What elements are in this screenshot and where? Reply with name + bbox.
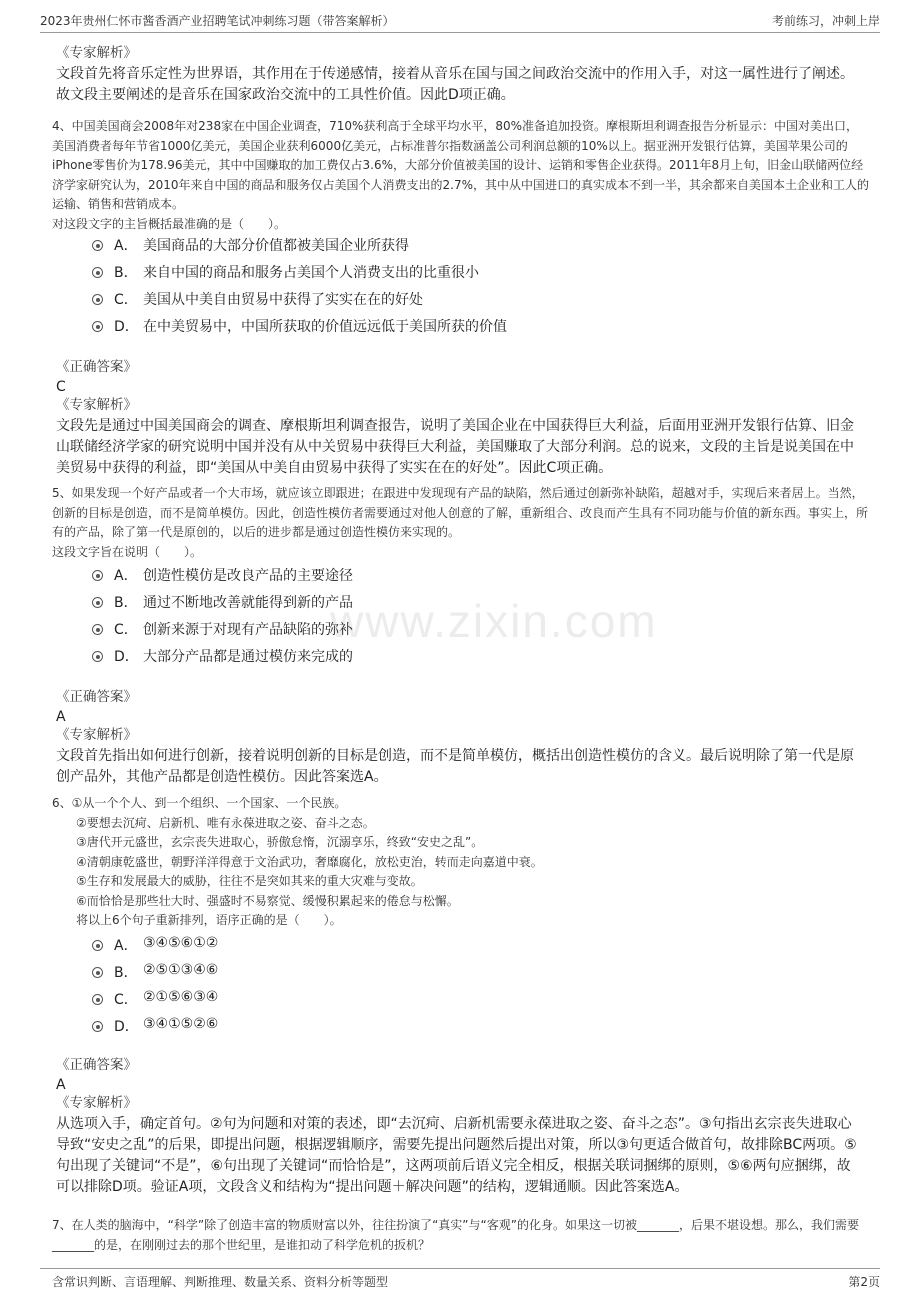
question-prompt: 将以上6个句子重新排列，语序正确的是（ ）。 [76, 913, 342, 927]
question-stem: 4、中国美国商会2008年对238家在中国企业调查，710%获利高于全球平均水平，80%准备追加投资。摩根斯坦利调查报告分析显示：中国对美出口，美国消费者每年节省1000亿美元，美国企业获利6000亿美元，占标准普尔指数涵盖公司利润总额的10%以上。据亚洲开发银行估算，美国苹果公司的iPhone零售价为178.96美元，其中中国赚取的加工费仅占3.6%，大部分价值被美国的设计、运销和零售企业获得。2011年8月上旬，旧金山联储两位经济学家研究认为，2010年来自中国的商品和服务仅占美国个人消费支出的2.7%，其中从中国进口的真实成本不到一半，其余都来自美国本土企业和工人的运输、销售和营销成本。 [52, 119, 870, 211]
sentence-4: ④清朝康乾盛世，朝野洋洋得意于文治武功，奢靡腐化，放松吏治，转而走向嘉道中衰。 [76, 854, 543, 869]
question-6-options [92, 932, 792, 1040]
question-5-options [92, 562, 792, 670]
question-prompt: 对这段文字的主旨概括最准确的是（ ）。 [52, 216, 287, 231]
radio-icon[interactable] [92, 940, 103, 951]
expert-label: 《专家解析》 [56, 1095, 137, 1111]
radio-icon[interactable] [92, 240, 103, 251]
option-b[interactable]: B． ②⑤①③④⑥ [92, 959, 792, 986]
option-b[interactable]: B． 来自中国的商品和服务占美国个人消费支出的比重很小 [92, 259, 792, 286]
top-explanation-block [56, 44, 862, 106]
radio-icon[interactable] [92, 651, 103, 662]
explanation-text: 文段首先将音乐定性为世界语，其作用在于传递感情，接着从音乐在国与国之间政治交流中的作用入手，对这一属性进行了阐述。故文段主要阐述的是音乐在国家政治交流中的工具性价值。因此D项正确。 [56, 66, 854, 103]
sentence-3: ③唐代开元盛世，玄宗丧失进取心，骄傲怠惰，沉溺享乐，终致“安史之乱”。 [76, 835, 484, 849]
question-stem: 5、如果发现一个好产品或者一个大市场，就应该立即跟进；在跟进中发现现有产品的缺陷，然后通过创新弥补缺陷，超越对手，实现后来者居上。当然，创新的目标是创造，而不是简单模仿。因此，创造性模仿者需要通过对他人创意的了解，重新组合、改良而产生具有不同功能与价值的新东西。事实上，所有的产品，除了第一代是原创的，以后的进步都是通过创造性模仿来实现的。 [52, 486, 869, 539]
explanation-text: 文段首先指出如何进行创新，接着说明创新的目标是创造，而不是简单模仿，概括出创造性模仿的含义。最后说明除了第一代是原创产品外，其他产品都是创造性模仿。因此答案选A。 [56, 748, 854, 785]
question-4-answer-block [56, 358, 862, 479]
expert-label: 《专家解析》 [56, 727, 137, 743]
question-5-answer-block [56, 688, 862, 788]
option-a[interactable]: A． ③④⑤⑥①② [92, 932, 792, 959]
question-5 [52, 484, 870, 562]
option-c[interactable]: C． ②①⑤⑥③④ [92, 986, 792, 1013]
radio-icon[interactable] [92, 967, 103, 978]
option-d[interactable]: D． 大部分产品都是通过模仿来完成的 [92, 643, 792, 670]
question-stem: 6、①从一个个人、到一个组织、一个国家、一个民族。 [52, 796, 347, 810]
radio-icon[interactable] [92, 597, 103, 608]
watermark: www.zixin.com [330, 595, 658, 647]
sentence-6: ⑥而恰恰是那些壮大时、强盛时不易察觉、缓慢积累起来的倦怠与松懈。 [76, 893, 459, 908]
explanation-text: 从选项入手，确定首句。②句为问题和对策的表述，即“去沉疴、启新机需要永葆进取之姿、奋斗之态”。③句指出玄宗丧失进取心导致“安史之乱”的后果，即提出问题，根据逻辑顺序，需要先提出问题然后提出对策，所以③句更适合做首句，故排除BC两项。⑤句出现了关键词“不是”，⑥句出现了关键词“而恰恰是”，这两项前后语义完全相反，根据关联词捆绑的原则，⑤⑥两句应捆绑，故可以排除D项。验证A项，文段含义和结构为“提出问题＋解决问题”的结构，逻辑通顺。因此答案选A。 [56, 1116, 857, 1195]
radio-icon[interactable] [92, 994, 103, 1005]
option-b[interactable]: B． 通过不断地改善就能得到新的产品 [92, 589, 792, 616]
radio-icon[interactable] [92, 321, 103, 332]
question-prompt: 这段文字旨在说明（ ）。 [52, 544, 203, 559]
option-a[interactable]: A． 美国商品的大部分价值都被美国企业所获得 [92, 232, 792, 259]
question-4 [52, 117, 870, 234]
option-c[interactable]: C． 美国从中美自由贸易中获得了实实在在的好处 [92, 286, 792, 313]
question-6-answer-block [56, 1056, 862, 1198]
radio-icon[interactable] [92, 267, 103, 278]
option-d[interactable]: D． 在中美贸易中，中国所获取的价值远远低于美国所获的价值 [92, 313, 792, 340]
answer-label: 《正确答案》 [56, 689, 137, 705]
correct-answer: A [56, 709, 66, 725]
question-stem: 7、在人类的脑海中，“科学”除了创造丰富的物质财富以外，往往扮演了“真实”与“客观”的化身。如果这一切被_______，后果不堪设想。那么，我们需要_______的是，在刚刚过去的那个世纪里，是谁扣动了科学危机的扳机？ [52, 1218, 859, 1252]
question-6 [52, 794, 870, 931]
option-d[interactable]: D． ③④①⑤②⑥ [92, 1013, 792, 1040]
sentence-2: ②要想去沉疴、启新机、唯有永葆进取之姿、奋斗之态。 [76, 815, 375, 830]
page-number: 第2页 [848, 1275, 880, 1289]
footer-subjects: 含常识判断、言语理解、判断推理、数量关系、资料分析等题型 [52, 1275, 389, 1289]
answer-label: 《正确答案》 [56, 359, 137, 375]
sentence-5: ⑤生存和发展最大的威胁，往往不是突如其来的重大灾难与变故。 [76, 874, 423, 888]
header-tag: 考前练习，冲刺上岸 [771, 14, 880, 28]
correct-answer: A [56, 1077, 66, 1093]
page-header [40, 8, 880, 33]
question-7 [52, 1216, 870, 1255]
document-title: 2023年贵州仁怀市酱香酒产业招聘笔试冲刺练习题（带答案解析） [40, 14, 395, 28]
explanation-text: 文段先是通过中国美国商会的调查、摩根斯坦利调查报告，说明了美国企业在中国获得巨大利益，后面用亚洲开发银行估算、旧金山联储经济学家的研究说明中国并没有从中关贸易中获得巨大利益，美国赚取了大部分利润。总的说来，文段的主旨是说美国在中美贸易中获得的利益，即“美国从中美自由贸易中获得了实实在在的好处”。因此C项正确。 [56, 418, 854, 476]
option-a[interactable]: A． 创造性模仿是改良产品的主要途径 [92, 562, 792, 589]
option-c[interactable]: C． 创新来源于对现有产品缺陷的弥补 [92, 616, 792, 643]
expert-label: 《专家解析》 [56, 397, 137, 413]
correct-answer: C [56, 379, 66, 395]
answer-label: 《正确答案》 [56, 1057, 137, 1073]
radio-icon[interactable] [92, 294, 103, 305]
radio-icon[interactable] [92, 624, 103, 635]
radio-icon[interactable] [92, 1021, 103, 1032]
expert-label: 《专家解析》 [56, 45, 137, 61]
page-footer [40, 1268, 880, 1293]
radio-icon[interactable] [92, 570, 103, 581]
question-4-options [92, 232, 792, 340]
